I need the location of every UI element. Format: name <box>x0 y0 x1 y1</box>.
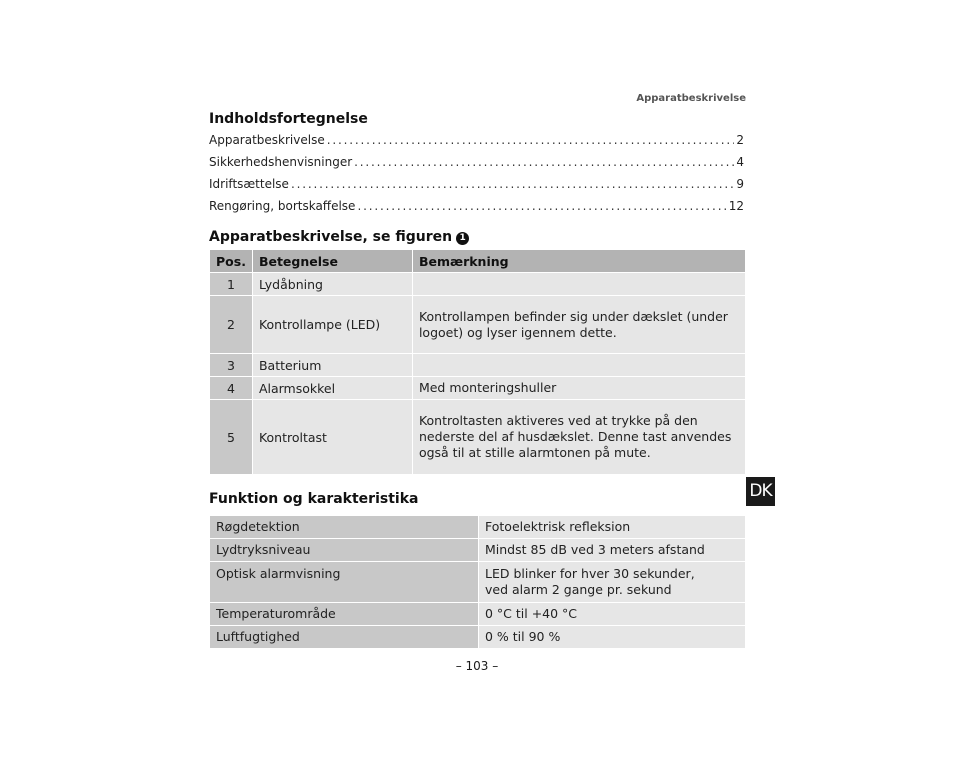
toc-entry-label: Idriftsættelse <box>209 177 289 191</box>
table-header-row <box>210 250 746 273</box>
cell-name: Kontrollampe (LED) <box>252 296 412 354</box>
cell-value: Fotoelektrisk refleksion <box>479 516 746 539</box>
parts-table <box>209 249 746 475</box>
features-title: Funktion og karakteristika <box>209 491 419 507</box>
toc-leader-dots <box>291 177 734 191</box>
col-header-name: Betegnelse <box>252 250 412 273</box>
description-title <box>209 229 469 245</box>
cell-pos: 1 <box>210 273 253 296</box>
cell-value: 0 °C til +40 °C <box>479 603 746 626</box>
cell-key: Røgdetektion <box>210 516 479 539</box>
features-table <box>209 515 746 649</box>
cell-key: Lydtryksniveau <box>210 539 479 562</box>
cell-note <box>412 354 745 377</box>
toc-entry-page: 2 <box>736 133 744 147</box>
table-row <box>210 400 746 475</box>
cell-value-line: LED blinker for hver 30 sekunder, <box>485 566 695 581</box>
figure-number-icon: 1 <box>456 232 469 245</box>
table-row <box>210 626 746 649</box>
col-header-note: Bemærkning <box>412 250 745 273</box>
cell-name: Kontroltast <box>252 400 412 475</box>
cell-name: Lydåbning <box>252 273 412 296</box>
toc-entry[interactable] <box>209 199 744 221</box>
toc-entry-page: 12 <box>728 199 744 213</box>
cell-value <box>479 562 746 603</box>
table-row <box>210 377 746 400</box>
cell-pos: 4 <box>210 377 253 400</box>
cell-value-line: ved alarm 2 gange pr. sekund <box>485 582 672 597</box>
toc-leader-dots <box>354 155 734 169</box>
col-header-pos: Pos. <box>210 250 253 273</box>
cell-name: Batterium <box>252 354 412 377</box>
table-row <box>210 354 746 377</box>
language-tab: DK <box>746 477 775 506</box>
table-of-contents <box>209 133 744 221</box>
cell-value: 0 % til 90 % <box>479 626 746 649</box>
cell-value: Mindst 85 dB ved 3 meters afstand <box>479 539 746 562</box>
cell-key: Luftfugtighed <box>210 626 479 649</box>
table-row <box>210 273 746 296</box>
toc-entry-page: 4 <box>736 155 744 169</box>
table-row <box>210 562 746 603</box>
toc-title: Indholdsfortegnelse <box>209 111 368 127</box>
cell-note: Kontrollampen befinder sig under dækslet (under logoet) og lyser igennem dette. <box>412 296 745 354</box>
running-header: Apparatbeskrivelse <box>636 93 746 104</box>
cell-pos: 3 <box>210 354 253 377</box>
table-row <box>210 603 746 626</box>
toc-entry-label: Rengøring, bortskaffelse <box>209 199 356 213</box>
cell-note <box>412 273 745 296</box>
toc-leader-dots <box>327 133 735 147</box>
cell-key: Optisk alarmvisning <box>210 562 479 603</box>
toc-entry-label: Apparatbeskrivelse <box>209 133 325 147</box>
toc-entry-page: 9 <box>736 177 744 191</box>
toc-entry-label: Sikkerhedshenvisninger <box>209 155 353 169</box>
description-title-text: Apparatbeskrivelse, se figuren <box>209 229 453 245</box>
table-row <box>210 516 746 539</box>
toc-entry[interactable] <box>209 155 744 177</box>
table-row <box>210 296 746 354</box>
cell-note: Kontroltasten aktiveres ved at trykke på den nederste del af husdækslet. Denne tast anvendes også til at stille alarmtonen på mute. <box>412 400 745 475</box>
cell-pos: 2 <box>210 296 253 354</box>
toc-entry[interactable] <box>209 133 744 155</box>
table-row <box>210 539 746 562</box>
toc-leader-dots <box>357 199 726 213</box>
cell-pos: 5 <box>210 400 253 475</box>
cell-key: Temperaturområde <box>210 603 479 626</box>
page-number: – 103 – <box>455 659 499 673</box>
toc-entry[interactable] <box>209 177 744 199</box>
cell-note: Med monteringshuller <box>412 377 745 400</box>
cell-name: Alarmsokkel <box>252 377 412 400</box>
